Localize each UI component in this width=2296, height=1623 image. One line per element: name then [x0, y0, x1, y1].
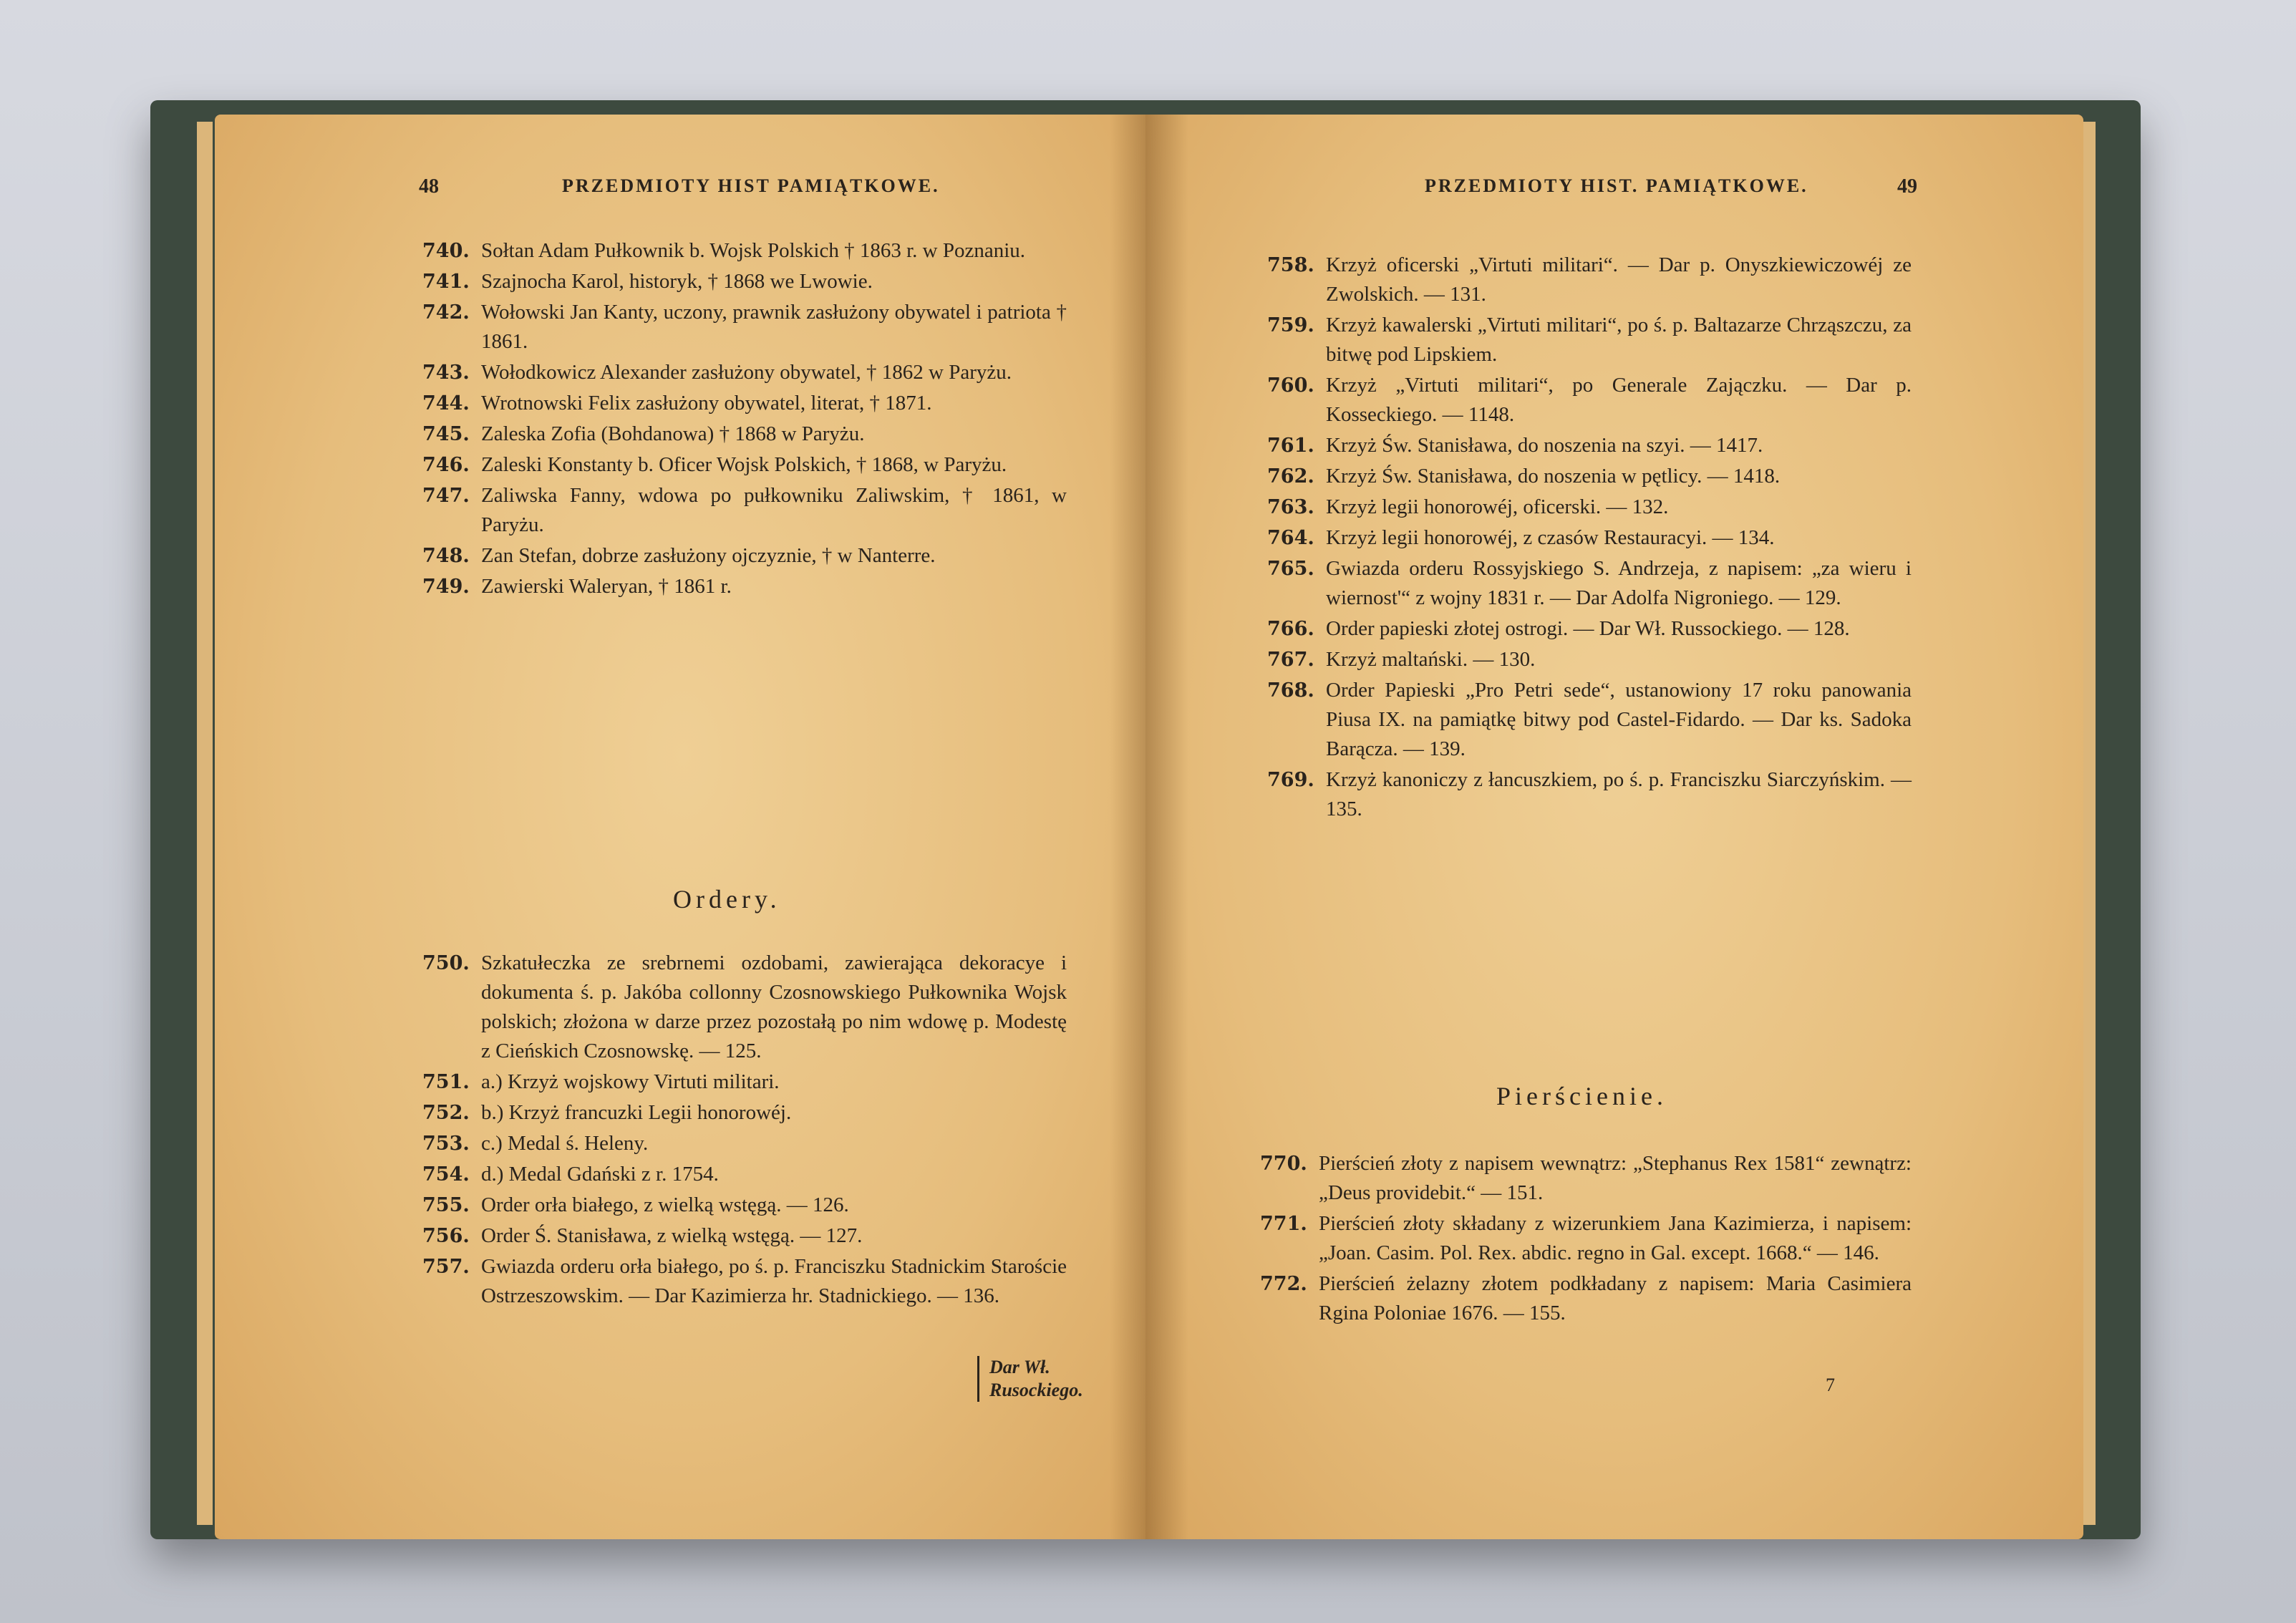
- section-title-ordery: Ordery.: [673, 885, 781, 914]
- list-item: 766. Order papieski złotej ostrogi. — Dar Wł. Russockiego. — 128.: [1267, 617, 1850, 640]
- list-item: 754. d.) Medal Gdański z r. 1754.: [422, 1163, 719, 1186]
- list-item: 746. Zaleski Konstanty b. Oficer Wojsk Polskich, † 1868, w Paryżu.: [422, 453, 1007, 476]
- list-item: 759. Krzyż kawalerski „Virtuti militari“, po ś. p. Baltazarze Chrząszczu, za bitwę pod Lipskiem.: [1267, 314, 1912, 366]
- list-item: 761. Krzyż Św. Stanisława, do noszenia na szyi. — 1417.: [1267, 434, 1763, 457]
- list-item: 762. Krzyż Św. Stanisława, do noszenia w pętlicy. — 1418.: [1267, 465, 1781, 488]
- list-item: 747. Zaliwska Fanny, wdowa po pułkowniku Zaliwskim, † 1861, w Paryżu.: [422, 484, 1067, 536]
- list-item: 772. Pierścień żelazny złotem podkładany z napisem: Maria Casimiera Rgina Poloniae 1676. — 155.: [1260, 1272, 1912, 1324]
- left-running-head: PRZEDMIOTY HIST PAMIĄTKOWE.: [562, 175, 940, 196]
- list-item: 758. Krzyż oficerski „Virtuti militari“. — Dar p. Onyszkiewiczowéj ze Zwolskich. — 131.: [1267, 253, 1912, 306]
- list-item: 763. Krzyż legii honorowéj, oficerski. — 132.: [1267, 495, 1669, 518]
- list-item: 760. Krzyż „Virtuti militari“, po Generale Zajączku. — Dar p. Kosseckiego. — 1148.: [1267, 374, 1912, 426]
- list-item: 743. Wołodkowicz Alexander zasłużony obywatel, † 1862 w Paryżu.: [422, 361, 1012, 384]
- list-item: 765. Gwiazda orderu Rossyjskiego S. Andrzeja, z napisem: „za wieru i wiernost'“ z wojny 1831 r. — Dar Adolfa Nigroniego. — 129.: [1267, 557, 1912, 609]
- list-item: 755. Order orła białego, z wielką wstęgą. — 126.: [422, 1193, 849, 1216]
- left-page-edges: [197, 122, 213, 1525]
- right-entries-bottom: [1260, 1149, 1912, 1329]
- left-page: [215, 115, 1153, 1539]
- list-item: 742. Wołowski Jan Kanty, uczony, prawnik zasłużony obywatel i patriota † 1861.: [422, 301, 1067, 353]
- right-page-number: 49: [1897, 175, 1917, 198]
- list-item: 757. Gwiazda orderu orła białego, po ś. p. Franciszku Stadnickim Staroście Ostrzeszowskim. — Dar Kazimierza hr. Stadnickiego. — 136.: [422, 1255, 1067, 1307]
- list-item: 748. Zan Stefan, dobrze zasłużony ojczyznie, † w Nanterre.: [422, 544, 936, 567]
- list-item: 770. Pierścień złoty z napisem wewnątrz: „Stephanus Rex 1581“ zewnątrz: „Deus providebit.“ — 151.: [1260, 1152, 1912, 1204]
- right-entries-top: [1267, 251, 1912, 825]
- left-entries-top: [422, 236, 1067, 603]
- list-item: 751. a.) Krzyż wojskowy Virtuti militari.: [422, 1070, 780, 1093]
- list-item: 764. Krzyż legii honorowéj, z czasów Restauracyi. — 134.: [1267, 526, 1775, 549]
- list-item: 741. Szajnocha Karol, historyk, † 1868 we Lwowie.: [422, 270, 873, 293]
- list-item: 745. Zaleska Zofia (Bohdanowa) † 1868 w Paryżu.: [422, 422, 865, 445]
- right-running-head: PRZEDMIOTY HIST. PAMIĄTKOWE.: [1425, 175, 1808, 196]
- bracket-note-line: Dar Wł.: [989, 1357, 1050, 1377]
- list-item: 756. Order Ś. Stanisława, z wielką wstęgą. — 127.: [422, 1224, 863, 1247]
- section-title-pierscienie: Pierścienie.: [1496, 1082, 1667, 1110]
- list-item: 771. Pierścień złoty składany z wizerunkiem Jana Kazimierza, i napisem: „Joan. Casim. Pol. Rex. abdic. regno in Gal. except. 1668.“ — 146.: [1260, 1212, 1912, 1264]
- list-item: 753. c.) Medal ś. Heleny.: [422, 1132, 649, 1155]
- list-item: 769. Krzyż kanoniczy z łancuszkiem, po ś. p. Franciszku Siarczyńskim. — 135.: [1267, 768, 1912, 820]
- list-item: 752. b.) Krzyż francuzki Legii honorowéj.: [422, 1101, 792, 1124]
- list-item: 749. Zawierski Waleryan, † 1861 r.: [422, 575, 732, 598]
- list-item: 768. Order Papieski „Pro Petri sede“, ustanowiony 17 roku panowania Piusa IX. na pamiątkę bitwy pod Castel-Fidardo. — Dar ks. Sadoka Barącza. — 139.: [1267, 679, 1912, 760]
- right-page: [1145, 115, 2083, 1539]
- list-item: 744. Wrotnowski Felix zasłużony obywatel, literat, † 1871.: [422, 392, 932, 415]
- left-page-number: 48: [419, 175, 439, 198]
- list-item: 767. Krzyż maltański. — 130.: [1267, 648, 1536, 671]
- bracket-note-line: Rusockiego.: [989, 1380, 1083, 1400]
- left-entries-bottom: [422, 949, 1067, 1312]
- list-item: 750. Szkatułeczka ze srebrnemi ozdobami, zawierająca dekoracye i dokumenta ś. p. Jakóba collonny Czosnowskiego Pułkownika Wojsk polskich; złożona w darze przez pozostałą po nim wdowę p. Modestę z Cieńskich Czosnowskę. — 125.: [422, 951, 1067, 1062]
- bracket-note: [977, 1356, 1083, 1402]
- signature-mark: 7: [1826, 1375, 1835, 1395]
- list-item: 740. Sołtan Adam Pułkownik b. Wojsk Polskich † 1863 r. w Poznaniu.: [422, 239, 1026, 262]
